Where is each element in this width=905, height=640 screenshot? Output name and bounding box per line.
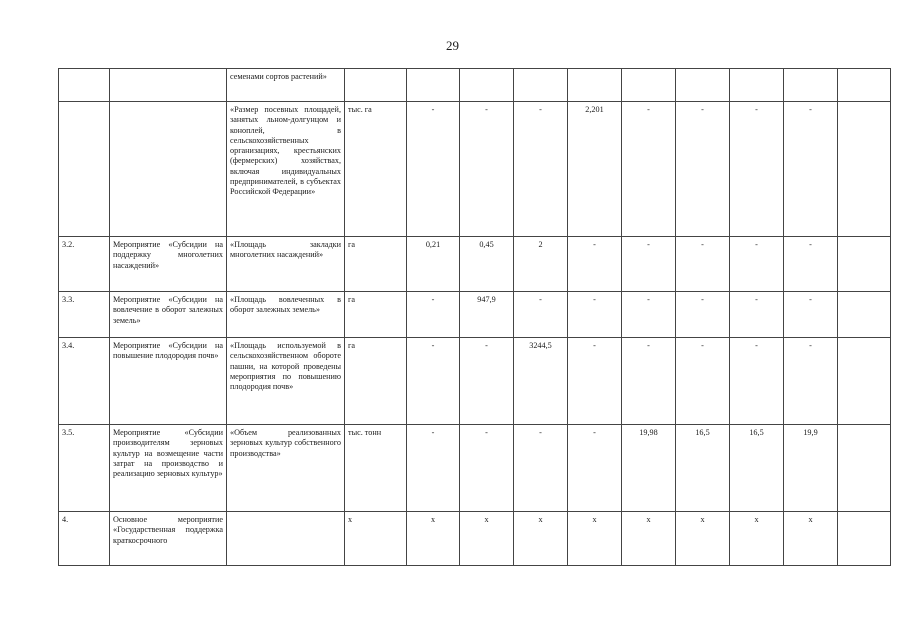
unit-cell: га xyxy=(345,338,407,425)
value-cell: 0,21 xyxy=(407,237,460,292)
value-cell: - xyxy=(568,338,622,425)
value-cell: - xyxy=(622,237,676,292)
value-cell: - xyxy=(676,102,730,237)
value-cell: х xyxy=(784,512,838,566)
value-cell: 947,9 xyxy=(460,292,514,338)
unit-cell: тыс. тонн xyxy=(345,425,407,512)
indicator-cell: «Площадь используемой в сельскохозяйственном обороте пашни, на которой проведены мероприятия по повышению плодородия почв» xyxy=(227,338,345,425)
value-cell: х xyxy=(460,512,514,566)
value-cell: - xyxy=(514,292,568,338)
table-row xyxy=(59,292,891,338)
row-number-cell: 3.3. xyxy=(59,292,110,338)
value-cell xyxy=(838,69,891,102)
value-cell: 19,98 xyxy=(622,425,676,512)
value-cell xyxy=(838,512,891,566)
value-cell: 0,45 xyxy=(460,237,514,292)
indicator-cell xyxy=(227,512,345,566)
row-number-cell xyxy=(59,102,110,237)
value-cell: - xyxy=(407,338,460,425)
measure-name-cell xyxy=(110,69,227,102)
value-cell: - xyxy=(460,425,514,512)
row-number-cell: 3.4. xyxy=(59,338,110,425)
value-cell: х xyxy=(676,512,730,566)
value-cell: - xyxy=(407,292,460,338)
value-cell: - xyxy=(676,292,730,338)
value-cell: 2 xyxy=(514,237,568,292)
measure-name-cell xyxy=(110,102,227,237)
value-cell xyxy=(730,69,784,102)
value-cell: - xyxy=(730,292,784,338)
value-cell: - xyxy=(622,102,676,237)
value-cell: 16,5 xyxy=(730,425,784,512)
page-number: 29 xyxy=(446,38,459,53)
value-cell: 2,201 xyxy=(568,102,622,237)
value-cell: 16,5 xyxy=(676,425,730,512)
value-cell: - xyxy=(514,425,568,512)
value-cell: - xyxy=(460,102,514,237)
measure-name-cell: Основное мероприятие «Государственная поддержка краткосрочного xyxy=(110,512,227,566)
unit-cell: га xyxy=(345,292,407,338)
table-body xyxy=(59,69,891,566)
measure-name-cell: Мероприятие «Субсидии производителям зерновых культур на возмещение части затрат на производство и реализацию зерновых культур» xyxy=(110,425,227,512)
value-cell: х xyxy=(568,512,622,566)
value-cell: - xyxy=(730,338,784,425)
value-cell: х xyxy=(407,512,460,566)
value-cell xyxy=(838,338,891,425)
table-row xyxy=(59,69,891,102)
table-row xyxy=(59,425,891,512)
program-indicators-table xyxy=(58,68,891,566)
value-cell: - xyxy=(784,338,838,425)
unit-cell xyxy=(345,69,407,102)
unit-cell: тыс. га xyxy=(345,102,407,237)
value-cell xyxy=(784,69,838,102)
value-cell: - xyxy=(784,102,838,237)
value-cell: - xyxy=(784,237,838,292)
indicator-cell: «Объем реализованных зерновых культур собственного производства» xyxy=(227,425,345,512)
indicator-cell: «Площадь закладки многолетних насаждений» xyxy=(227,237,345,292)
value-cell xyxy=(460,69,514,102)
row-number-cell: 3.5. xyxy=(59,425,110,512)
value-cell xyxy=(838,292,891,338)
value-cell xyxy=(407,69,460,102)
value-cell xyxy=(838,102,891,237)
value-cell: - xyxy=(784,292,838,338)
table-row xyxy=(59,237,891,292)
value-cell: - xyxy=(407,102,460,237)
unit-cell: х xyxy=(345,512,407,566)
measure-name-cell: Мероприятие «Субсидии на вовлечение в оборот залежных земель» xyxy=(110,292,227,338)
indicator-cell: «Площадь вовлеченных в оборот залежных земель» xyxy=(227,292,345,338)
value-cell: - xyxy=(568,425,622,512)
value-cell: 3244,5 xyxy=(514,338,568,425)
value-cell: - xyxy=(407,425,460,512)
value-cell: - xyxy=(730,102,784,237)
value-cell: - xyxy=(676,237,730,292)
value-cell: х xyxy=(730,512,784,566)
value-cell: - xyxy=(622,292,676,338)
indicator-cell: «Размер посевных площадей, занятых льном-долгунцом и коноплей, в сельскохозяйственных организациях, крестьянских (фермерских) хозяйствах, включая индивидуальных предпринимателей, в субъектах Российской Федерации» xyxy=(227,102,345,237)
value-cell: х xyxy=(622,512,676,566)
value-cell: - xyxy=(622,338,676,425)
indicator-cell: семенами сортов растений» xyxy=(227,69,345,102)
value-cell: х xyxy=(514,512,568,566)
row-number-cell: 3.2. xyxy=(59,237,110,292)
value-cell: - xyxy=(460,338,514,425)
value-cell: - xyxy=(568,237,622,292)
value-cell xyxy=(838,237,891,292)
unit-cell: га xyxy=(345,237,407,292)
row-number-cell xyxy=(59,69,110,102)
value-cell xyxy=(568,69,622,102)
value-cell xyxy=(514,69,568,102)
value-cell xyxy=(676,69,730,102)
table-row xyxy=(59,338,891,425)
value-cell: - xyxy=(568,292,622,338)
value-cell: - xyxy=(730,237,784,292)
value-cell: - xyxy=(514,102,568,237)
measure-name-cell: Мероприятие «Субсидии на повышение плодородия почв» xyxy=(110,338,227,425)
measure-name-cell: Мероприятие «Субсидии на поддержку многолетних насаждений» xyxy=(110,237,227,292)
table-row xyxy=(59,102,891,237)
value-cell: - xyxy=(676,338,730,425)
value-cell xyxy=(622,69,676,102)
value-cell xyxy=(838,425,891,512)
row-number-cell: 4. xyxy=(59,512,110,566)
value-cell: 19,9 xyxy=(784,425,838,512)
table-row xyxy=(59,512,891,566)
